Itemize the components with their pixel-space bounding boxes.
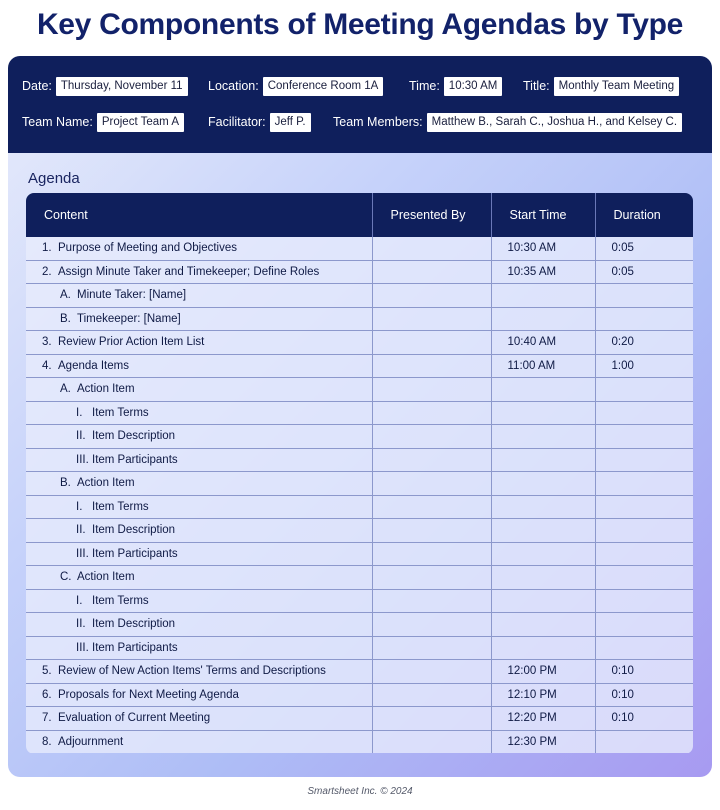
agenda-item-duration	[595, 401, 693, 425]
page-title: Key Components of Meeting Agendas by Type	[36, 8, 684, 41]
table-row	[26, 613, 693, 637]
meeting-details-header	[8, 56, 712, 153]
agenda-item-content	[26, 589, 372, 613]
agenda-item-duration	[595, 307, 693, 331]
table-row	[26, 542, 693, 566]
title-label: Title:	[523, 79, 550, 93]
agenda-item-start-time: 12:20 PM	[491, 707, 595, 731]
agenda-item-number: I.	[76, 500, 83, 513]
agenda-item-number: III.	[76, 453, 89, 466]
agenda-item-number: 6.	[42, 688, 52, 701]
agenda-item-presenter	[372, 730, 491, 753]
agenda-card	[8, 56, 712, 777]
agenda-item-duration	[595, 284, 693, 308]
agenda-item-presenter	[372, 448, 491, 472]
agenda-item-presenter	[372, 613, 491, 637]
agenda-item-text: Action Item	[77, 477, 135, 490]
facilitator-field	[208, 112, 311, 132]
agenda-item-text: Evaluation of Current Meeting	[58, 712, 211, 725]
date-field	[22, 76, 188, 96]
agenda-item-presenter	[372, 284, 491, 308]
agenda-item-content	[26, 613, 372, 637]
agenda-item-presenter	[372, 307, 491, 331]
team-members-field	[333, 112, 682, 132]
agenda-item-presenter	[372, 401, 491, 425]
agenda-item-start-time: 10:35 AM	[491, 260, 595, 284]
agenda-item-start-time: 12:00 PM	[491, 660, 595, 684]
agenda-item-text: Item Description	[92, 618, 176, 631]
agenda-item-presenter	[372, 354, 491, 378]
table-row	[26, 472, 693, 496]
agenda-item-start-time: 10:40 AM	[491, 331, 595, 355]
agenda-item-start-time	[491, 636, 595, 660]
agenda-heading: Agenda	[28, 170, 80, 187]
table-row	[26, 260, 693, 284]
location-field	[208, 76, 383, 96]
agenda-item-start-time	[491, 284, 595, 308]
agenda-item-duration	[595, 519, 693, 543]
agenda-item-content	[26, 260, 372, 284]
agenda-item-duration	[595, 448, 693, 472]
agenda-item-duration	[595, 613, 693, 637]
column-header-content: Content	[26, 193, 372, 237]
agenda-item-presenter	[372, 519, 491, 543]
team-members-value: Matthew B., Sarah C., Joshua H., and Kelsey C.	[427, 113, 682, 132]
agenda-item-text: Item Description	[92, 430, 176, 443]
agenda-item-content	[26, 237, 372, 260]
agenda-item-presenter	[372, 542, 491, 566]
agenda-item-text: Action Item	[77, 571, 135, 584]
agenda-item-content	[26, 636, 372, 660]
agenda-item-start-time	[491, 425, 595, 449]
table-row	[26, 378, 693, 402]
agenda-table-wrapper	[26, 193, 693, 754]
location-label: Location:	[208, 79, 259, 93]
table-row	[26, 401, 693, 425]
facilitator-value: Jeff P.	[270, 113, 311, 132]
date-label: Date:	[22, 79, 52, 93]
time-value: 10:30 AM	[444, 77, 503, 96]
title-value: Monthly Team Meeting	[554, 77, 679, 96]
agenda-item-presenter	[372, 331, 491, 355]
agenda-item-presenter	[372, 260, 491, 284]
agenda-item-text: Minute Taker: [Name]	[77, 289, 187, 302]
agenda-item-content	[26, 284, 372, 308]
agenda-item-number: III.	[76, 547, 89, 560]
agenda-item-content	[26, 331, 372, 355]
agenda-item-text: Item Participants	[92, 547, 178, 560]
agenda-item-presenter	[372, 660, 491, 684]
agenda-item-duration: 1:00	[595, 354, 693, 378]
agenda-item-number: 4.	[42, 359, 52, 372]
agenda-table-body	[26, 237, 693, 753]
agenda-item-start-time	[491, 307, 595, 331]
agenda-item-text: Timekeeper: [Name]	[77, 312, 181, 325]
agenda-item-duration	[595, 495, 693, 519]
agenda-item-content	[26, 683, 372, 707]
agenda-item-start-time: 12:30 PM	[491, 730, 595, 753]
agenda-item-start-time: 12:10 PM	[491, 683, 595, 707]
agenda-item-text: Action Item	[77, 383, 135, 396]
agenda-item-presenter	[372, 425, 491, 449]
agenda-item-number: A.	[60, 289, 71, 302]
agenda-item-number: 1.	[42, 242, 52, 255]
agenda-item-content	[26, 730, 372, 753]
table-row	[26, 660, 693, 684]
agenda-item-number: B.	[60, 477, 71, 490]
agenda-item-duration	[595, 589, 693, 613]
column-header-presented-by: Presented By	[372, 193, 491, 237]
column-header-duration: Duration	[595, 193, 693, 237]
agenda-item-start-time	[491, 472, 595, 496]
agenda-item-presenter	[372, 472, 491, 496]
table-row	[26, 683, 693, 707]
table-row	[26, 566, 693, 590]
agenda-item-start-time	[491, 519, 595, 543]
agenda-item-number: C.	[60, 571, 72, 584]
agenda-item-content	[26, 425, 372, 449]
agenda-item-text: Item Participants	[92, 641, 178, 654]
agenda-item-content	[26, 401, 372, 425]
agenda-item-duration	[595, 425, 693, 449]
agenda-item-content	[26, 495, 372, 519]
agenda-item-number: II.	[76, 618, 86, 631]
agenda-item-content	[26, 307, 372, 331]
agenda-item-text: Item Terms	[92, 594, 149, 607]
agenda-item-presenter	[372, 495, 491, 519]
agenda-item-presenter	[372, 683, 491, 707]
agenda-item-text: Assign Minute Taker and Timekeeper; Define Roles	[58, 265, 320, 278]
agenda-item-content	[26, 448, 372, 472]
agenda-item-number: 7.	[42, 712, 52, 725]
agenda-item-number: 3.	[42, 336, 52, 349]
table-row	[26, 237, 693, 260]
table-header-row	[26, 193, 693, 237]
date-value: Thursday, November 11	[56, 77, 188, 96]
agenda-item-duration	[595, 472, 693, 496]
agenda-item-content	[26, 354, 372, 378]
agenda-item-content	[26, 542, 372, 566]
agenda-item-number: 8.	[42, 735, 52, 748]
agenda-item-number: B.	[60, 312, 71, 325]
facilitator-label: Facilitator:	[208, 115, 266, 129]
agenda-item-content	[26, 378, 372, 402]
table-row	[26, 307, 693, 331]
table-row	[26, 519, 693, 543]
agenda-table	[26, 193, 693, 753]
agenda-item-content	[26, 519, 372, 543]
table-row	[26, 495, 693, 519]
agenda-item-content	[26, 472, 372, 496]
agenda-item-start-time	[491, 542, 595, 566]
agenda-item-duration: 0:05	[595, 260, 693, 284]
team-members-label: Team Members:	[333, 115, 423, 129]
agenda-item-text: Review Prior Action Item List	[58, 336, 205, 349]
agenda-item-presenter	[372, 589, 491, 613]
agenda-item-duration: 0:10	[595, 707, 693, 731]
table-row	[26, 730, 693, 753]
agenda-item-number: 5.	[42, 665, 52, 678]
agenda-item-text: Agenda Items	[58, 359, 129, 372]
agenda-item-number: I.	[76, 594, 83, 607]
agenda-item-start-time	[491, 495, 595, 519]
agenda-item-start-time	[491, 613, 595, 637]
agenda-item-duration: 0:10	[595, 683, 693, 707]
table-row	[26, 636, 693, 660]
copyright-footer: Smartsheet Inc. © 2024	[307, 786, 413, 797]
agenda-item-start-time	[491, 589, 595, 613]
agenda-item-text: Adjournment	[58, 735, 124, 748]
agenda-item-content	[26, 660, 372, 684]
table-row	[26, 448, 693, 472]
agenda-item-number: 2.	[42, 265, 52, 278]
table-row	[26, 284, 693, 308]
agenda-item-start-time	[491, 566, 595, 590]
agenda-item-presenter	[372, 378, 491, 402]
team-name-field	[22, 112, 184, 132]
agenda-item-start-time: 11:00 AM	[491, 354, 595, 378]
agenda-item-presenter	[372, 237, 491, 260]
agenda-item-duration: 0:20	[595, 331, 693, 355]
agenda-item-number: I.	[76, 406, 83, 419]
agenda-item-start-time: 10:30 AM	[491, 237, 595, 260]
agenda-item-duration: 0:05	[595, 237, 693, 260]
agenda-item-number: A.	[60, 383, 71, 396]
agenda-item-text: Item Terms	[92, 500, 149, 513]
agenda-item-presenter	[372, 636, 491, 660]
agenda-item-text: Item Participants	[92, 453, 178, 466]
agenda-item-start-time	[491, 448, 595, 472]
column-header-start-time: Start Time	[491, 193, 595, 237]
agenda-item-duration	[595, 566, 693, 590]
team-name-value: Project Team A	[97, 113, 184, 132]
table-row	[26, 707, 693, 731]
agenda-item-duration	[595, 542, 693, 566]
agenda-item-number: III.	[76, 641, 89, 654]
agenda-item-start-time	[491, 401, 595, 425]
agenda-item-text: Purpose of Meeting and Objectives	[58, 242, 237, 255]
time-label: Time:	[409, 79, 440, 93]
agenda-item-content	[26, 707, 372, 731]
agenda-item-text: Proposals for Next Meeting Agenda	[58, 688, 239, 701]
table-row	[26, 589, 693, 613]
agenda-item-duration	[595, 378, 693, 402]
agenda-item-content	[26, 566, 372, 590]
agenda-item-number: II.	[76, 430, 86, 443]
table-row	[26, 354, 693, 378]
agenda-item-text: Review of New Action Items' Terms and Descriptions	[58, 665, 326, 678]
agenda-item-duration: 0:10	[595, 660, 693, 684]
table-row	[26, 331, 693, 355]
agenda-item-presenter	[372, 707, 491, 731]
table-row	[26, 425, 693, 449]
team-name-label: Team Name:	[22, 115, 93, 129]
location-value: Conference Room 1A	[263, 77, 384, 96]
time-field	[409, 76, 502, 96]
agenda-item-duration	[595, 636, 693, 660]
agenda-item-text: Item Description	[92, 524, 176, 537]
agenda-item-presenter	[372, 566, 491, 590]
title-field	[523, 76, 679, 96]
agenda-item-duration	[595, 730, 693, 753]
agenda-item-start-time	[491, 378, 595, 402]
agenda-item-text: Item Terms	[92, 406, 149, 419]
agenda-item-number: II.	[76, 524, 86, 537]
